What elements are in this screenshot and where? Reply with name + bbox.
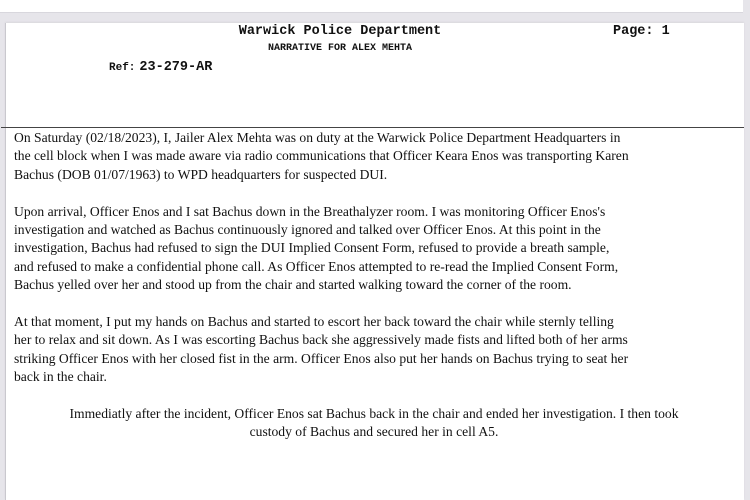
reference-number: [109, 57, 212, 75]
text-line: On Saturday (02/18/2023), I, Jailer Alex Mehta was on duty at the Warwick Police Department Headquarters in: [14, 130, 621, 145]
header-divider: [1, 127, 744, 128]
reference-value: 23-279-AR: [139, 60, 213, 75]
paragraph-3: [14, 313, 734, 387]
text-line: investigation, Bachus had refused to sign the DUI Implied Consent Form, refused to provide a breath sample,: [14, 240, 610, 256]
text-line: striking Officer Enos with her closed fist in the arm. Officer Enos also put her hands on Bachus trying to seat her: [14, 350, 629, 366]
text-line: her to relax and sit down. As I was escorting Bachus back she aggressively made fists and lifted both of her arms: [14, 332, 628, 348]
text-line: Upon arrival, Officer Enos and I sat Bachus down in the Breathalyzer room. I was monitoring Officer Enos's: [14, 203, 606, 219]
text-line: the cell block when I was made aware via radio communications that Officer Keara Enos was transporting Karen: [14, 148, 629, 164]
narrative-body: [14, 129, 734, 460]
paragraph-4: [14, 405, 734, 442]
previous-page-fragment: [0, 0, 743, 13]
narrative-subtitle: NARRATIVE FOR ALEX MEHTA: [267, 43, 413, 54]
text-line: back in the chair.: [14, 369, 107, 385]
paragraph-2: [14, 203, 734, 295]
paragraph-1: [14, 129, 734, 184]
document-page: [5, 23, 744, 500]
text-line: investigation and watched as Bachus continuously ignored and talked over Officer Enos. At this point in the: [14, 222, 601, 238]
page-number: Page: 1: [613, 24, 670, 39]
text-line: and refused to make a confidential phone call. As Officer Enos attempted to re-read the Implied Consent Form,: [14, 258, 619, 274]
text-line: custody of Bachus and secured her in cell A5.: [249, 424, 499, 440]
reference-label: Ref:: [109, 62, 136, 74]
text-line: Immediatly after the incident, Officer Enos sat Bachus back in the chair and ended her investigation. I then took: [69, 406, 679, 422]
text-line: At that moment, I put my hands on Bachus and started to escort her back toward the chair while sternly telling: [14, 314, 614, 330]
agency-title: Warwick Police Department: [238, 24, 442, 39]
text-line: Bachus (DOB 01/07/1963) to WPD headquarters for suspected DUI.: [14, 166, 388, 182]
text-line: Bachus yelled over her and stood up from the chair and started walking toward the corner of the room.: [14, 277, 572, 293]
